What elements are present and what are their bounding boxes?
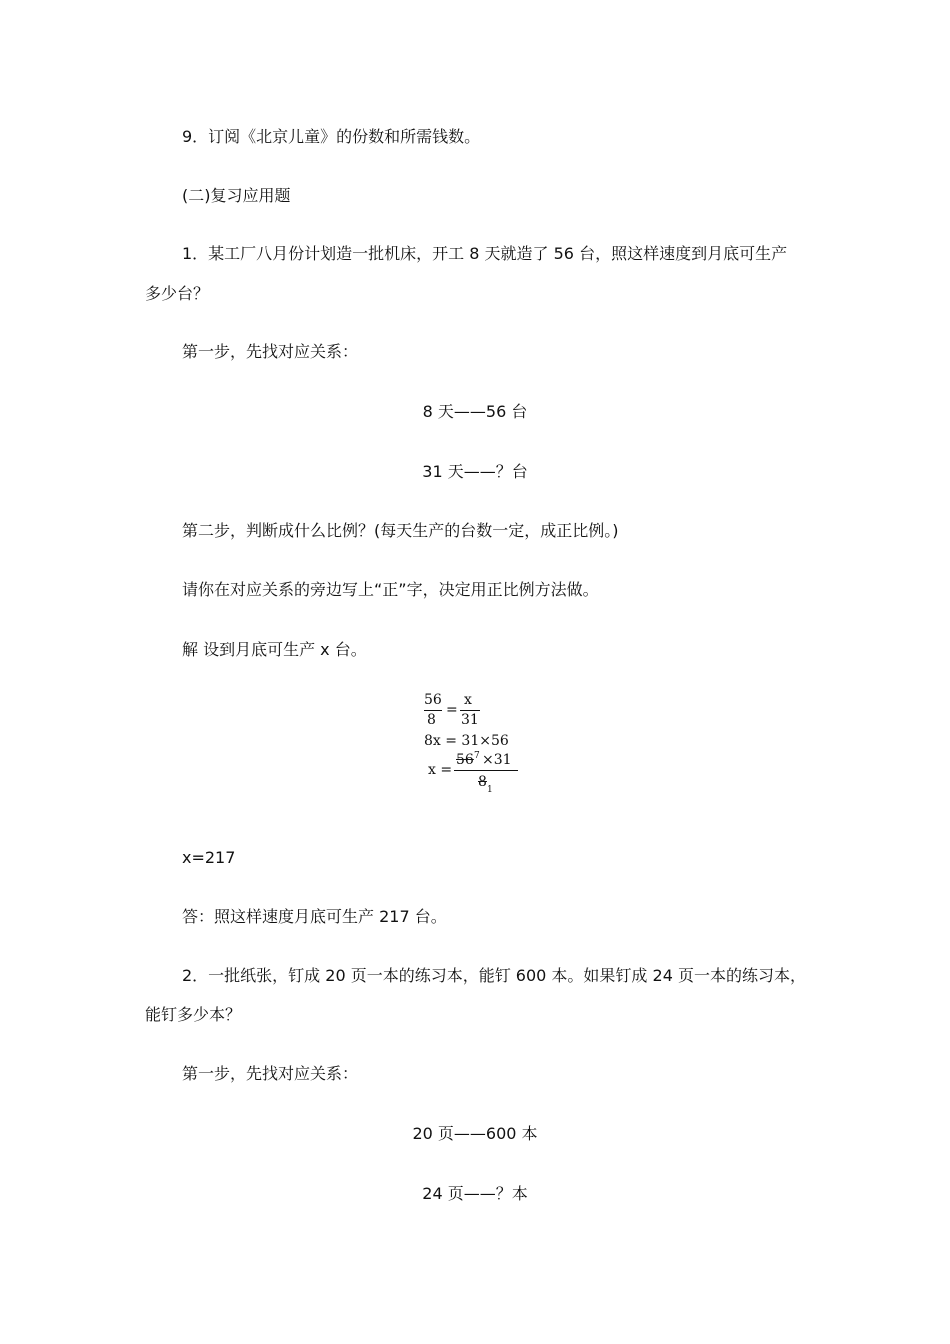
relation-line-3: 20 页——600 本 [412, 1124, 538, 1143]
relation-line-1: 8 天——56 台 [422, 402, 528, 421]
relation-line-4: 24 页——？本 [422, 1184, 528, 1203]
problem-2-line-1: 2．一批纸张，钉成 20 页一本的练习本，能钉 600 本。如果钉成 24 页一本的练习本， [182, 966, 806, 985]
equals-sign: = [446, 702, 458, 718]
proportion-equation [424, 692, 534, 802]
equation-row-3-lhs: x = [428, 762, 453, 778]
fraction-2-denominator: 31 [461, 712, 479, 728]
cancelled-8: 8 [478, 774, 487, 790]
equation-row-2: 8x = 31×56 [424, 733, 509, 749]
result-x: x=217 [182, 848, 236, 867]
numerator-times-31: ×31 [482, 752, 512, 768]
cancelled-56: 56 [456, 752, 474, 768]
problem-1-line-2: 多少台？ [145, 284, 210, 303]
item-9-text: 9．订阅《北京儿童》的份数和所需钱数。 [182, 127, 481, 146]
reduced-1: 1 [487, 785, 493, 795]
answer-1: 答：照这样速度月底可生产 217 台。 [182, 907, 447, 926]
solution-intro: 解 设到月底可生产 x 台。 [182, 640, 367, 659]
instruction-text: 请你在对应关系的旁边写上“正”字，决定用正比例方法做。 [182, 580, 599, 599]
step-1-text: 第一步，先找对应关系： [182, 342, 359, 361]
fraction-1-denominator: 8 [427, 712, 436, 728]
fraction-bar [460, 710, 480, 711]
problem-2-line-2: 能钉多少本？ [145, 1005, 242, 1024]
section-heading: (二)复习应用题 [182, 186, 291, 205]
problem-1-line-1: 1．某工厂八月份计划造一批机床，开工 8 天就造了 56 台，照这样速度到月底可生产 [182, 244, 788, 263]
reduced-7: 7 [474, 751, 480, 761]
step-2-text: 第二步，判断成什么比例？(每天生产的台数一定，成正比例。) [182, 521, 619, 540]
relation-line-2: 31 天——？台 [422, 462, 528, 481]
fraction-1-numerator: 56 [424, 692, 442, 708]
step-1-text-2: 第一步，先找对应关系： [182, 1064, 359, 1083]
fraction-bar [424, 710, 442, 711]
fraction-bar [454, 770, 518, 771]
fraction-2-numerator: x [464, 692, 472, 708]
